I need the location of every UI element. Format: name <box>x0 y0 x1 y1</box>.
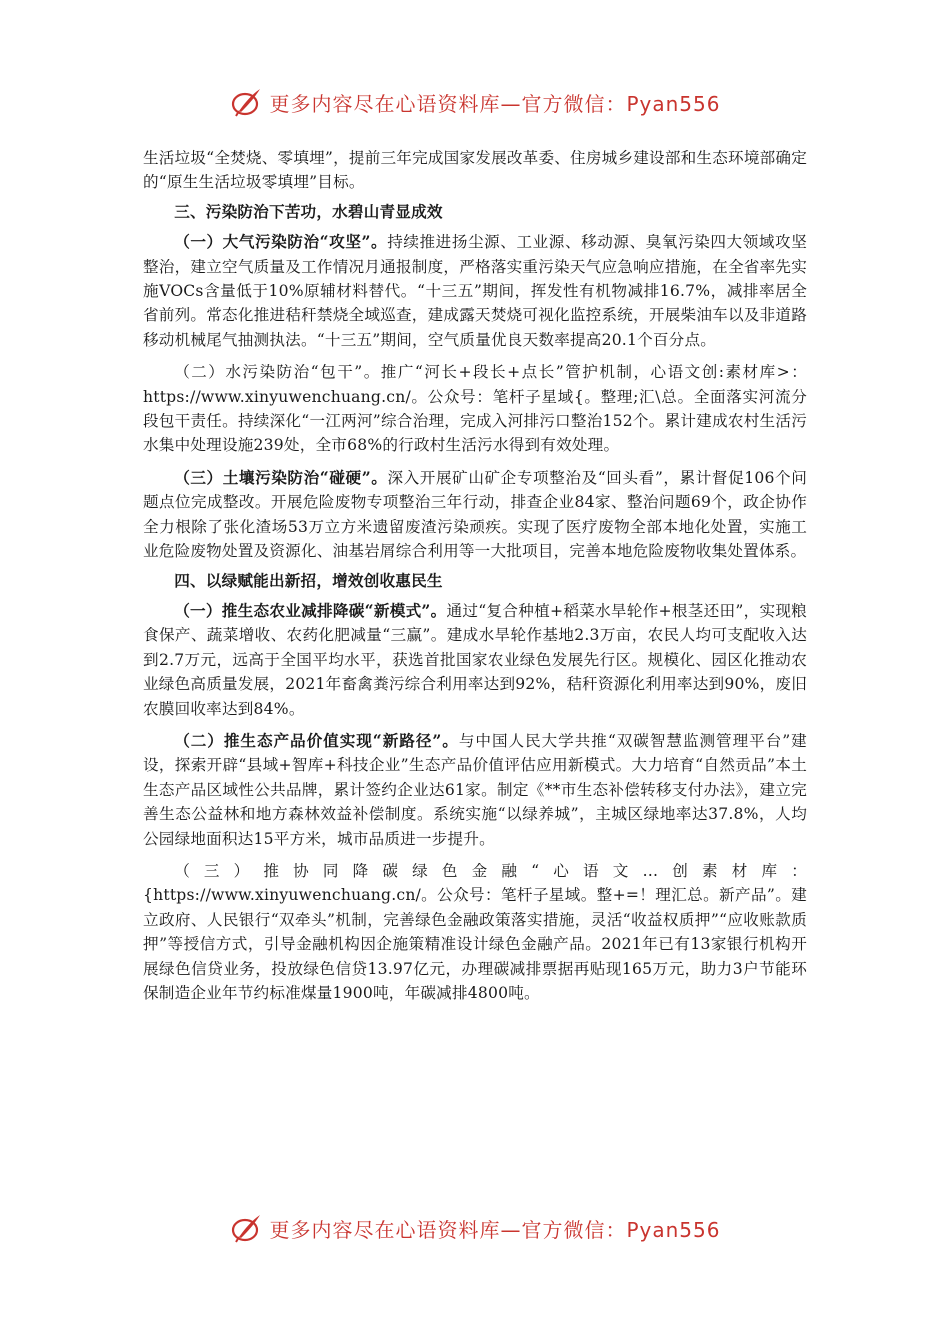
paragraph-lead: （一）大气污染防治“攻坚”。 <box>174 232 388 252</box>
paragraph-lead: （一）推生态农业减排降碳“新模式”。 <box>174 600 447 620</box>
paragraph-lead: （二）推生态产品价值实现“新路径”。 <box>174 730 459 750</box>
paragraph-body: 通过“复合种植+稻菜水旱轮作+根茎还田”，实现粮食保产、蔬菜增收、农药化肥减量“三赢”。建成水旱轮作基地2.3万亩，农民人均可支配收入达到2.7万元，远高于全国平均水平，获选首批国家农业绿色发展先行区。规模化、园区化推动农业绿色高质量发展，2021年畜禽粪污综合利用率达到92%，秸秆资源化利用率达到90%，废旧农膜回收率达到84%。 <box>143 601 807 718</box>
paragraph-air-pollution <box>143 230 807 352</box>
paragraph-body: 与中国人民大学共推“双碳智慧监测管理平台”建设，探索开辟“县域+智库+科技企业”生态产品价值评估应用新模式。大力培育“自然贡品”本土生态产品区域性公共品牌，累计签约企业达61家。制定《**市生态补偿转移支付办法》，建立完善生态公益林和地方森林效益补偿制度。系统实施“以绿养城”，主城区绿地率达37.8%，人均公园绿地面积达15平方米，城市品质进一步提升。 <box>143 731 807 848</box>
footer-banner <box>0 1208 950 1248</box>
document-body <box>143 146 807 1005</box>
paragraph-eco-agriculture <box>143 599 807 721</box>
section-heading-4: 四、以绿赋能出新招，增效创收惠民生 <box>174 570 443 590</box>
paragraph-body: 持续推进扬尘源、工业源、移动源、臭氧污染四大领域攻坚整治，建立空气质量及工作情况月通报制度，严格落实重污染天气应急响应措施，在全省率先实施VOCs含量低于10%原辅材料替代。“十三五”期间，挥发性有机物减排16.7%，减排率居全省前列。常态化推进秸秆禁烧全域巡查，建成露天焚烧可视化监控系统，开展柴油车以及非道路移动机械尾气抽测执法。“十三五”期间，空气质量优良天数率提高20.1个百分点。 <box>143 233 807 349</box>
banner-text: 更多内容尽在心语资料库—官方微信：Pyan556 <box>269 91 721 116</box>
banner-text: 更多内容尽在心语资料库—官方微信：Pyan556 <box>269 1217 721 1242</box>
quill-logo-icon <box>229 1211 263 1245</box>
paragraph-lead: （三）土壤污染防治“碰硬”。 <box>174 467 388 487</box>
quill-logo-icon <box>229 85 263 119</box>
paragraph-water-pollution: （二）水污染防治“包干”。推广“河长+段长+点长”管护机制，心语文创:素材库>：https://www.xinyuwenchuang.cn/。公众号：笔杆子星域{。整理;汇\总。全面落实河流分段包干责任。持续深化“一江两河”综合治理，完成入河排污口整治152个。累计建成农村生活污水集中处理设施239处，全市68%的行政村生活污水得到有效处理。 <box>143 363 807 455</box>
paragraph-green-finance: （三）推协同降碳绿色金融“心语文…创素材库：{https://www.xinyuwenchuang.cn/。公众号：笔杆子星域。整+=！理汇总。新产品”。建立政府、人民银行“双牵头”机制，完善绿色金融政策落实措施，灵活“收益权质押”“应收账款质押”等授信方式，引导金融机构因企施策精准设计绿色金融产品。2021年已有13家银行机构开展绿色信贷业务，投放绿色信贷13.97亿元，办理碳减排票据再贴现165万元，助力3户节能环保制造企业年节约标准煤量1900吨，年碳减排4800吨。 <box>143 861 807 1002</box>
section-heading-3: 三、污染防治下苦功，水碧山青显成效 <box>174 201 443 221</box>
paragraph: 生活垃圾“全焚烧、零填埋”，提前三年完成国家发展改革委、住房城乡建设部和生态环境部确定的“原生生活垃圾零填埋”目标。 <box>143 149 807 192</box>
paragraph-body: 深入开展矿山矿企专项整治及“回头看”，累计督促106个问题点位完成整改。开展危险废物专项整治三年行动，排查企业84家、整治问题69个，政企协作全力根除了张化渣场53万立方米遗留废渣污染顽疾。实现了医疗废物全部本地化处置，实施工业危险废物处置及资源化、油基岩屑综合利用等一大批项目，完善本地危险废物收集处置体系。 <box>143 468 807 561</box>
paragraph-soil-pollution <box>143 466 807 564</box>
paragraph-eco-products <box>143 729 807 851</box>
header-banner <box>0 82 950 122</box>
